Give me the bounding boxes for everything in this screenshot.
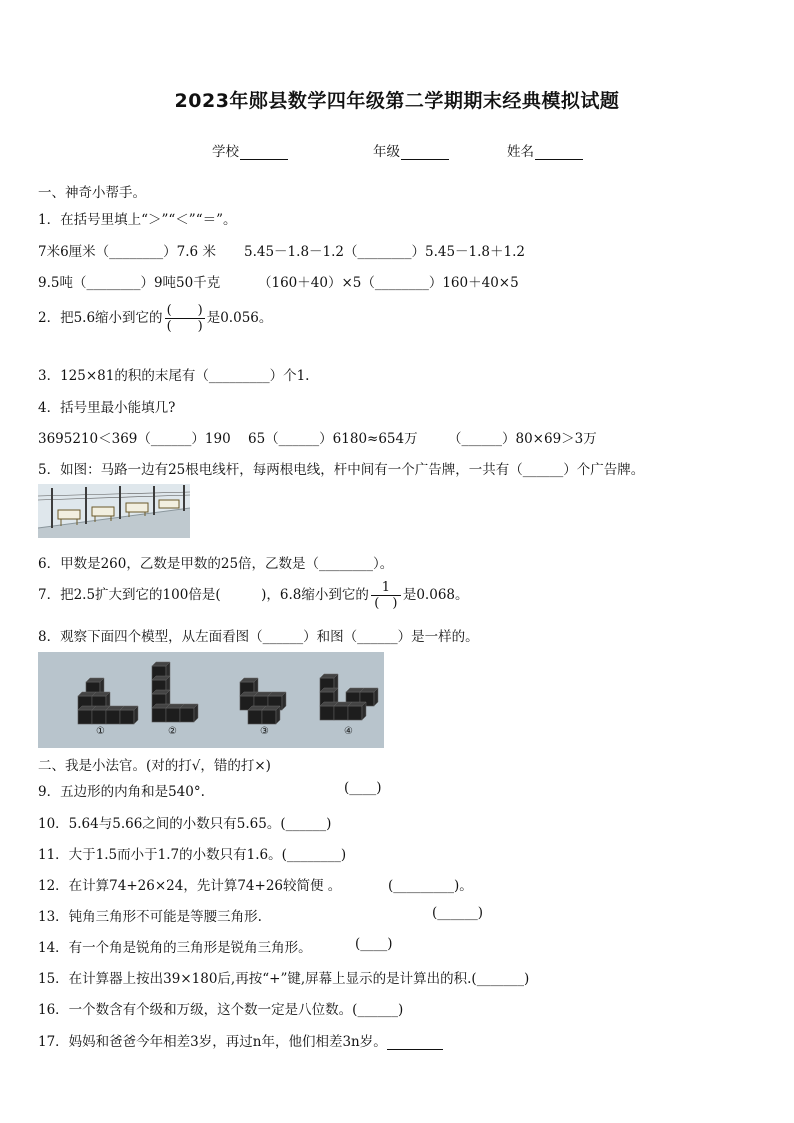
question-14: 14．有一个角是锐角的三角形是锐角三角形。 (38, 940, 312, 956)
grade-label: 年级 (373, 144, 400, 160)
question-2-pre: 2．把5.6缩小到它的 (38, 310, 163, 326)
question-10: 10．5.64与5.66之间的小数只有5.65。(______) (38, 816, 332, 832)
question-17-answer-line[interactable] (387, 1036, 443, 1050)
question-17-text: 17．妈妈和爸爸今年相差3岁，再过n年，他们相差3n岁。 (38, 1034, 387, 1050)
model-1-label: ① (96, 726, 105, 737)
question-7 (38, 580, 469, 611)
question-16: 16．一个数含有个级和万级，这个数一定是八位数。(______) (38, 1002, 404, 1018)
question-1-item-d: （160＋40）×5（________）160＋40×5 (258, 275, 519, 291)
question-12: 12．在计算74+26×24，先计算74+26较简便 。 (38, 878, 342, 894)
model-3-label: ③ (260, 726, 269, 737)
question-3: 3．125×81的积的末尾有（_________）个1. (38, 368, 310, 384)
question-2-post: 是0.056。 (206, 310, 273, 326)
school-label: 学校 (212, 144, 239, 160)
question-2-fraction (165, 303, 205, 334)
question-9-answer[interactable]: (____) (344, 780, 382, 796)
model-4-label: ④ (344, 726, 353, 737)
question-5: 5．如图：马路一边有25根电线杆，每两根电线，杆中间有一个广告牌，一共有（______）个广告牌。 (38, 462, 645, 478)
road-poles-image (38, 484, 190, 538)
fraction-denominator: ( ) (166, 319, 203, 334)
question-7-post: 是0.068。 (402, 587, 469, 603)
name-label: 姓名 (507, 144, 534, 160)
cube-models-image (38, 652, 384, 748)
grade-field[interactable] (373, 140, 449, 160)
question-4-item-a: 3695210＜369（______）190 (38, 431, 231, 447)
page-title: 2023年郧县数学四年级第二学期期末经典模拟试题 (174, 90, 620, 112)
section-1-heading: 一、神奇小帮手。 (38, 185, 146, 201)
question-4-item-b: 65（______）6180≈654万 (248, 431, 418, 447)
model-2-label: ② (168, 726, 177, 737)
fraction-numerator: 1 (381, 580, 390, 595)
question-12-answer[interactable]: (_________)。 (388, 878, 473, 894)
fraction-numerator: ( ) (166, 303, 203, 318)
section-2-heading: 二、我是小法官。(对的打√，错的打×) (38, 758, 271, 774)
question-9: 9．五边形的内角和是540°. (38, 784, 205, 800)
name-field[interactable] (507, 140, 583, 160)
question-14-answer[interactable]: (____) (355, 936, 393, 952)
question-7-pre: 7．把2.5扩大到它的100倍是( )，6.8缩小到它的 (38, 587, 369, 603)
question-17 (38, 1030, 443, 1050)
question-15: 15．在计算器上按出39×180后,再按“+”键,屏幕上显示的是计算出的积.(_______) (38, 971, 530, 987)
question-1-item-b: 5.45－1.8－1.2（________）5.45－1.8＋1.2 (244, 244, 525, 260)
question-13-answer[interactable]: (______) (432, 905, 484, 921)
school-field[interactable] (212, 140, 288, 160)
question-1: 1．在括号里填上“＞”“＜”“＝”。 (38, 212, 237, 228)
question-4: 4．括号里最小能填几? (38, 400, 176, 416)
question-7-fraction (371, 580, 401, 611)
question-1-item-c: 9.5吨（________）9吨50千克 (38, 275, 221, 291)
question-1-item-a: 7米6厘米（________）7.6 米 (38, 244, 216, 260)
question-2 (38, 303, 272, 334)
fraction-denominator: ( ) (374, 596, 398, 611)
question-13: 13．钝角三角形不可能是等腰三角形. (38, 909, 262, 925)
question-6: 6．甲数是260，乙数是甲数的25倍，乙数是（________）。 (38, 556, 394, 572)
question-4-item-c: （______）80×69＞3万 (448, 431, 597, 447)
question-11: 11．大于1.5而小于1.7的小数只有1.6。(________) (38, 847, 347, 863)
question-8: 8．观察下面四个模型，从左面看图（______）和图（______）是一样的。 (38, 629, 479, 645)
